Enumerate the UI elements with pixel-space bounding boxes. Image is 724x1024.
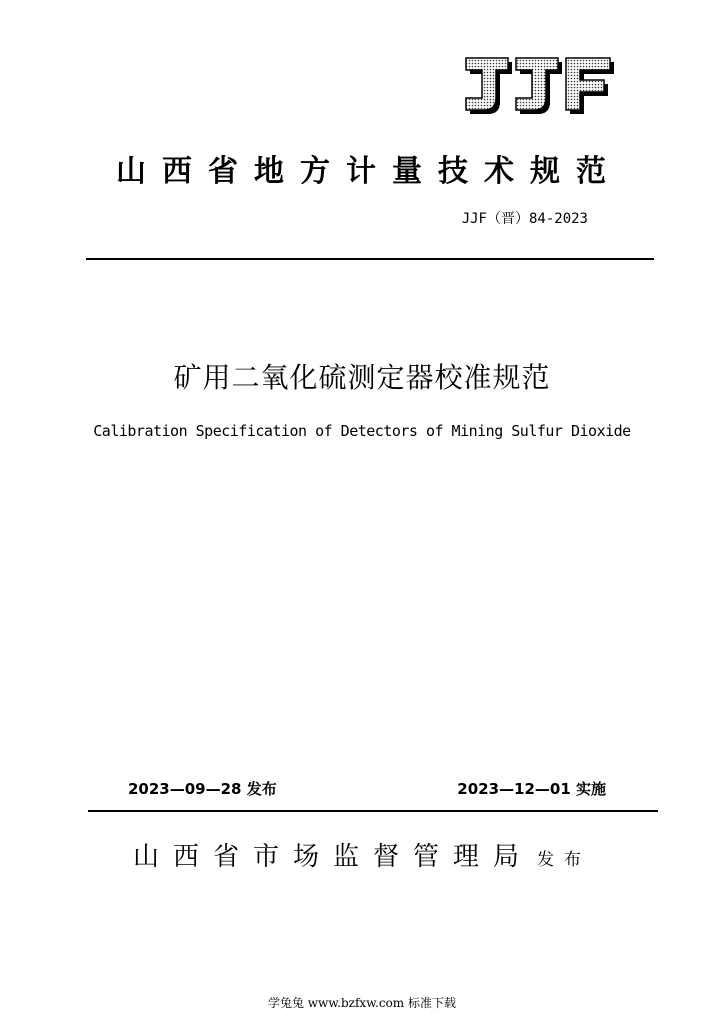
- jjf-logo: [462, 56, 616, 116]
- document-title-english: Calibration Specification of Detectors of Mining Sulfur Dioxide: [93, 422, 631, 440]
- document-title-chinese: 矿用二氧化硫测定器校准规范: [173, 361, 551, 394]
- jjf-logo-graphic: [462, 56, 616, 116]
- org-title: 山西省地方计量技术规范: [116, 154, 622, 189]
- logo-letter-j1: [466, 58, 508, 110]
- implementation-date: 2023—12—01 实施: [457, 780, 606, 798]
- watermark-text: 学兔兔 www.bzfxw.com 标准下载: [267, 996, 457, 1010]
- logo-letter-j2: [516, 58, 558, 110]
- top-divider: [86, 258, 654, 260]
- standard-number: JJF（晋）84-2023: [461, 211, 588, 227]
- bottom-divider: [88, 810, 658, 812]
- logo-letter-f: [566, 58, 610, 110]
- publish-label: 发布: [537, 850, 591, 870]
- publisher-name: 山西省市场监督管理局: [132, 842, 533, 872]
- publisher-line: [0, 836, 724, 873]
- issue-date: 2023—09—28 发布: [128, 780, 277, 798]
